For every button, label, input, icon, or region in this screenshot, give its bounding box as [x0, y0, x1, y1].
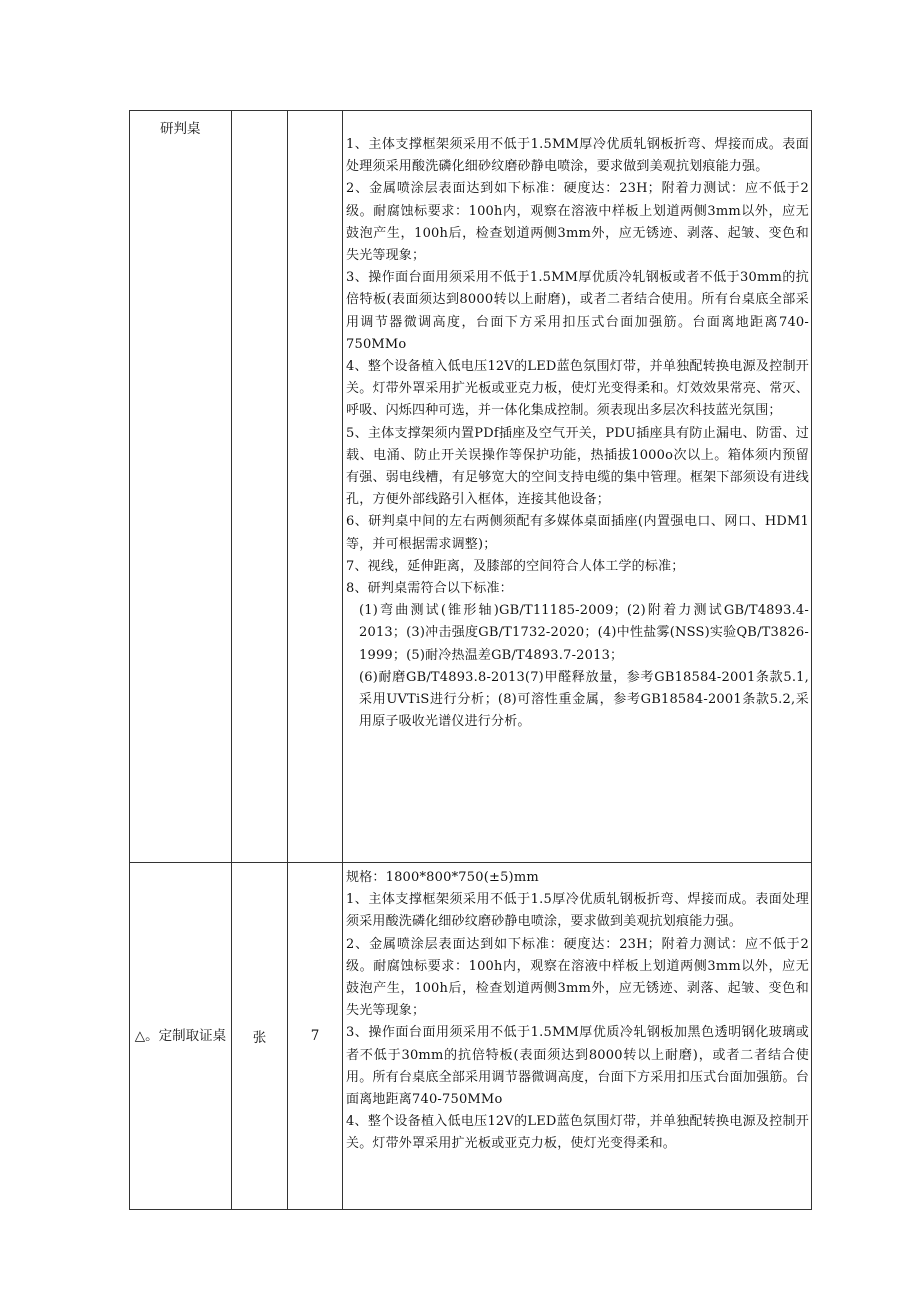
spec-line: 2、金属喷涂层表面达到如下标准：硬度达：23H；附着力测试：应不低于2级。耐腐蚀标要求：100h内，观察在溶液中样板上划道两侧3mm以外，应无鼓泡产生，100h后，检查划道两侧3mm外，应无锈迹、剥落、起皱、变色和失光等现象；: [346, 181, 809, 264]
unit-cell: 张: [232, 863, 288, 1210]
spec-line: 2、金属喷涂层表面达到如下标准：硬度达：23H；附着力测试：应不低于2级。耐腐蚀标要求：100h内，观察在溶液中样板上划道两侧3mm以外，应无鼓泡产生，100h后，检查划道两侧3mm外，应无锈迹、剥落、起皱、变色和失光等现象；: [346, 936, 809, 1019]
quantity-cell: [288, 111, 343, 863]
spec-line: 3、操作面台面用须采用不低于1.5MM厚优质冷轧钢板或者不低于30mm的抗倍特板(表面须达到8000转以上耐磨)，或者二者结合使用。所有台桌底全部采用调节器微调高度，台面下方采用扣压式台面加强筋。台面离地距离740-750MMo: [346, 270, 809, 352]
spec-line: 5、主体支撑架须内置PDf插座及空气开关，PDU插座具有防止漏电、防雷、过载、电涌、防止开关误操作等保护功能，热插拔1000o次以上。箱体须内预留有强、弱电线槽，有足够宽大的空间支持电缆的集中管理。框架下部须设有进线孔，方便外部线路引入框体，连接其他设备；: [346, 425, 809, 508]
spec-line: 7、视线，延伸距离，及膝部的空间符合人体工学的标准；: [346, 558, 685, 574]
item-name-cell: △。定制取证桌: [130, 863, 232, 1210]
unit-cell: [232, 111, 288, 863]
table-row: [130, 863, 812, 1210]
spec-line: 4、整个设备植入低电压12V的LED蓝色氛围灯带，并单独配转换电源及控制开关。灯带外罩采用扩光板或亚克力板，使灯光变得柔和。灯效效果常亮、常灭、呼吸、闪烁四种可选，并一体化集成控制。须表现出多层次科技蓝光氛围；: [346, 359, 809, 419]
spec-line: 规格：1800*800*750(±5)mm: [346, 870, 539, 885]
spec-line: 1、主体支撑框架须采用不低于1.5厚冷优质轧钢板折弯、焊接而成。表面处理须采用酸洗磷化细砂纹磨砂静电喷涂，要求做到美观抗划痕能力强。: [346, 892, 809, 930]
spec-line: 4、整个设备植入低电压12V的LED蓝色氛围灯带，并单独配转换电源及控制开关。灯带外罩采用扩光板或亚克力板，使灯光变得柔和。: [346, 1114, 809, 1152]
spec-line: (6)耐磨GB/T4893.8-2013(7)甲醛释放量，参考GB18584-2001条款5.1,采用UVTiS进行分析；(8)可溶性重金属，参考GB18584-2001条款5.2,采用原子吸收光谱仪进行分析。: [359, 669, 809, 730]
spec-table: [129, 110, 812, 1210]
quantity-cell: 7: [288, 863, 343, 1210]
spec-line: 3、操作面台面用须采用不低于1.5MM厚优质冷轧钢板加黑色透明钢化玻璃或者不低于30mm的抗倍特板(表面须达到8000转以上耐磨)，或者二者结合使用。所有台桌底全部采用调节器微调高度，台面下方采用扣压式台面加强筋。台面离地距离740-750MMo: [346, 1025, 809, 1108]
spec-line: 1、主体支撑框架须采用不低于1.5MM厚冷优质轧钢板折弯、焊接而成。表面处理须采用酸洗磷化细砂纹磨砂静电喷涂，要求做到美观抗划痕能力强。: [346, 137, 809, 175]
spec-description-cell: [343, 111, 812, 863]
spec-line: 6、研判桌中间的左右两侧须配有多媒体桌面插座(内置强电口、网口、HDM1等，并可根据需求调整)；: [346, 514, 809, 552]
spec-description-cell: [343, 863, 812, 1210]
spec-line: 8、研判桌需符合以下标准：: [346, 581, 513, 597]
spec-line: (1)弯曲测试(锥形轴)GB/T11185-2009；(2)附着力测试GB/T4893.4-2013；(3)冲击强度GB/T1732-2020；(4)中性盐雾(NSS)实验QB/T3826-1999；(5)耐冷热温差GB/T4893.7-2013；: [359, 603, 809, 663]
item-name-cell: 研判桌: [130, 111, 232, 863]
table-row: [130, 111, 812, 863]
